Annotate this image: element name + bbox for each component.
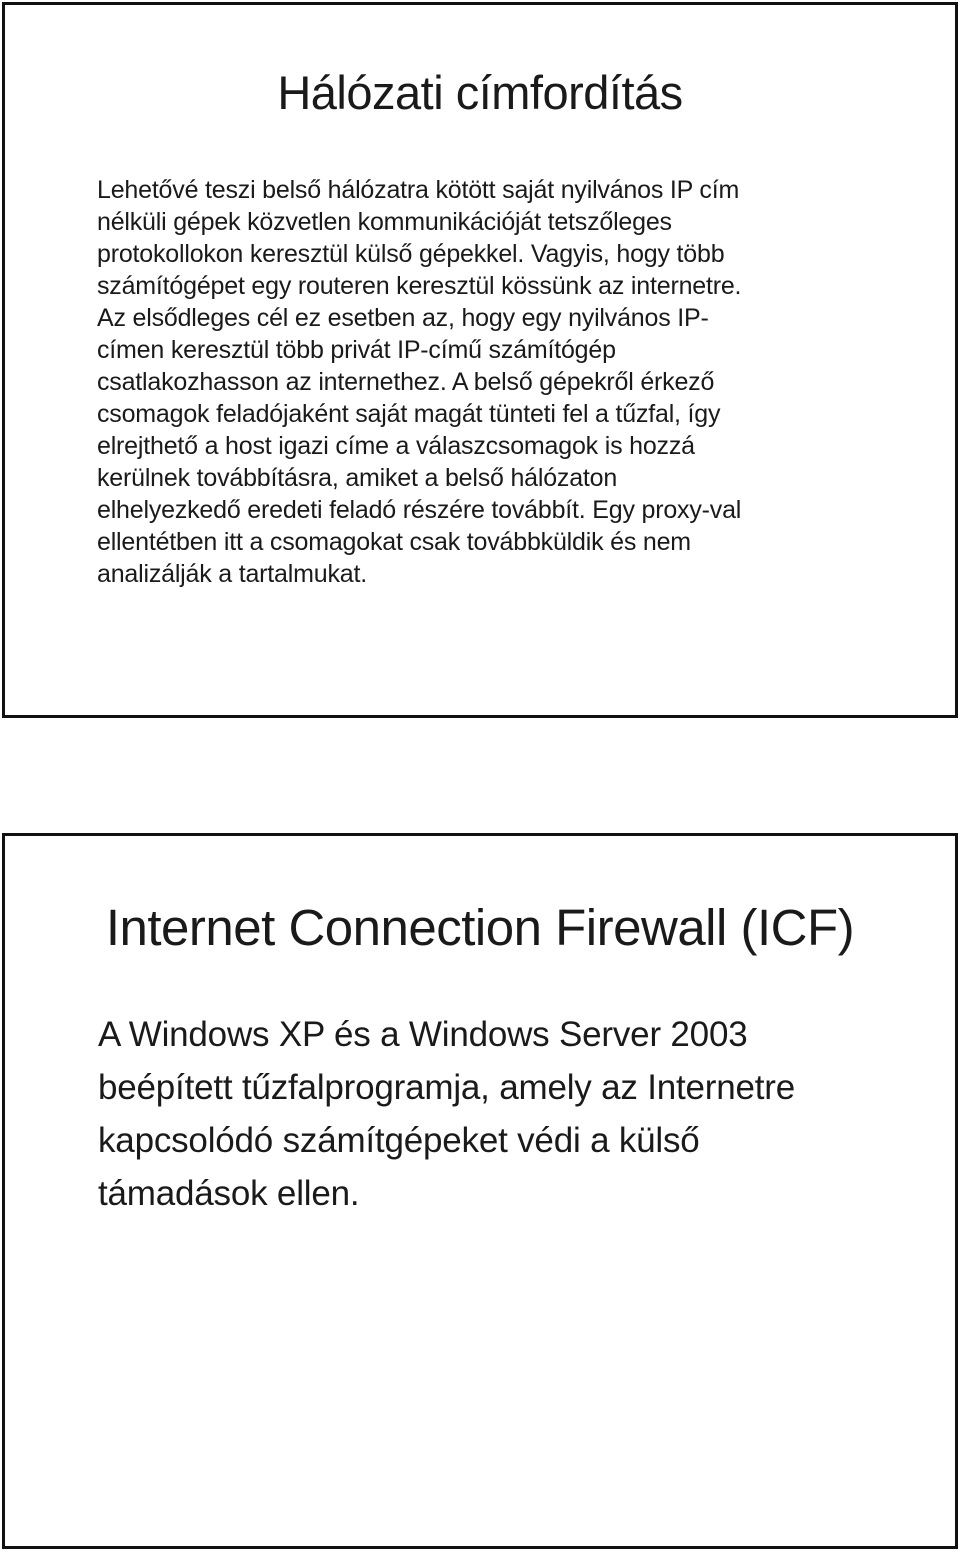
slide-2-body-line: beépített tűzfalprogramja, amely az Internetre bbox=[98, 1068, 796, 1107]
slide-2-body-line: támadások ellen. bbox=[98, 1174, 360, 1213]
slide-1-body-line: nélküli gépek közvetlen kommunikációját tetszőleges bbox=[97, 208, 672, 236]
slide-2-title: Internet Connection Firewall (ICF) bbox=[105, 899, 855, 956]
slide-1-title: Hálózati címfordítás bbox=[277, 66, 683, 119]
slide-1-body bbox=[97, 174, 897, 590]
slide-1-body-line: Lehetővé teszi belső hálózatra kötött saját nyilvános IP cím bbox=[97, 176, 740, 204]
slide-1-body-line: csomagok feladójaként saját magát tünteti fel a tűzfal, így bbox=[97, 400, 721, 428]
slide-1 bbox=[2, 2, 958, 718]
slide-1-body-line: protokollokon keresztül külső gépekkel. Vagyis, hogy több bbox=[97, 240, 725, 268]
slide-1-body-line: számítógépet egy routeren keresztül kössünk az internetre. bbox=[97, 272, 742, 300]
slide-1-body-line: kerülnek továbbításra, amiket a belső hálózaton bbox=[97, 464, 618, 492]
slide-1-body-line: elhelyezkedő eredeti feladó részére továbbít. Egy proxy-val bbox=[97, 496, 742, 524]
slide-1-body-line: Az elsődleges cél ez esetben az, hogy egy nyilvános IP- bbox=[97, 304, 709, 332]
slide-2-body-line: A Windows XP és a Windows Server 2003 bbox=[98, 1015, 748, 1054]
slide-1-body-line: címen keresztül több privát IP-című számítógép bbox=[97, 336, 616, 364]
slide-2 bbox=[2, 833, 958, 1549]
slide-1-body-line: csatlakozhasson az internethez. A belső gépekről érkező bbox=[97, 368, 715, 396]
slide-1-body-line: elrejthető a host igazi címe a válaszcsomagok is hozzá bbox=[97, 432, 695, 460]
slide-2-body bbox=[98, 1008, 918, 1220]
slide-1-body-line: ellentétben itt a csomagokat csak továbbküldik és nem bbox=[97, 528, 691, 556]
slide-2-body-line: kapcsolódó számítgépeket védi a külső bbox=[98, 1121, 700, 1160]
slide-1-body-line: analizálják a tartalmukat. bbox=[97, 560, 367, 588]
